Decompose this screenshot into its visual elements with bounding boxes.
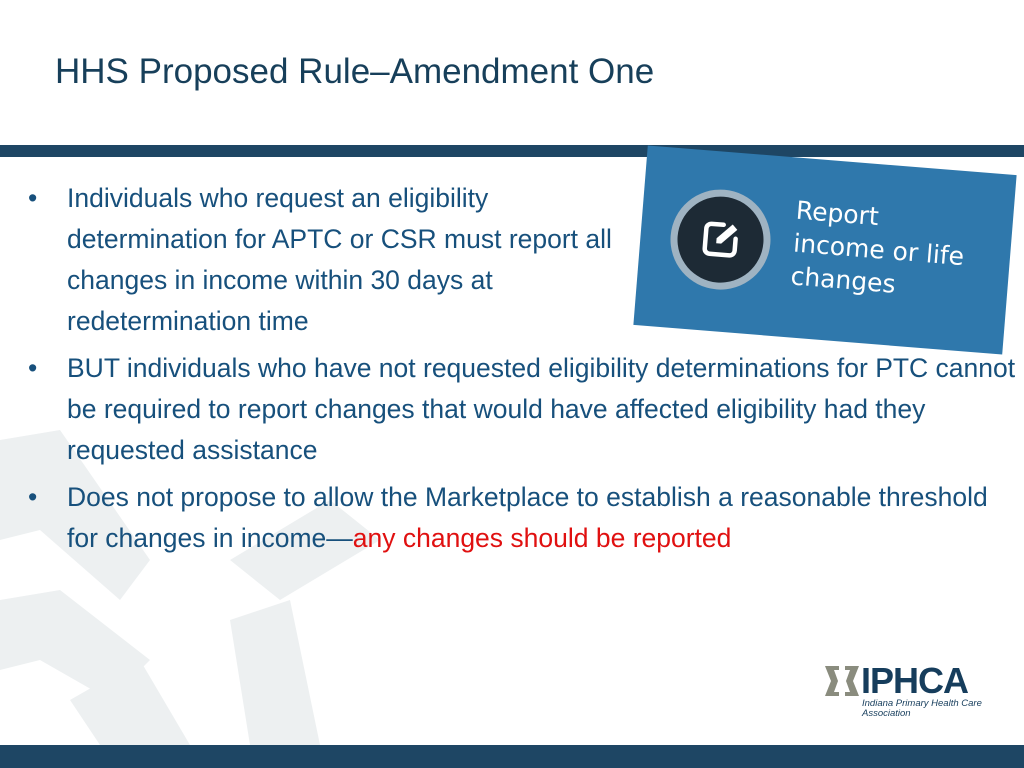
bullet-item xyxy=(26,348,1016,471)
card-label-line: income or life xyxy=(792,228,966,272)
title-divider xyxy=(0,145,1024,157)
bullet-marker: • xyxy=(28,183,38,213)
card-label-line: changes xyxy=(789,261,897,299)
bullet-text: Does not propose to allow the Marketplace to establish a reasonable threshold for changes in income— xyxy=(67,482,988,553)
bullet-highlight: any changes should be reported xyxy=(352,523,732,553)
bullet-text: Individuals who request an eligibility determination for APTC or CSR must report all changes in income within 30 days at redetermination time xyxy=(67,183,612,336)
bullet-item xyxy=(26,178,627,342)
bullet-marker: • xyxy=(28,482,38,512)
bullet-text: BUT individuals who have not requested eligibility determinations for PTC cannot be required to report changes that would have affected eligibility had they requested assistance xyxy=(67,353,1016,465)
logo-wordmark: IPHCA xyxy=(861,660,969,701)
slide-title: HHS Proposed Rule–Amendment One xyxy=(55,52,655,91)
iphca-logo xyxy=(825,660,1005,720)
logo-subtitle: Indiana Primary Health Care Association xyxy=(862,698,982,719)
bullet-list xyxy=(26,178,1016,559)
logo-mark-icon xyxy=(825,666,859,696)
card-label-line: Report xyxy=(794,195,880,232)
footer-bar xyxy=(0,745,1024,768)
bullet-item xyxy=(26,477,1016,559)
bullet-marker: • xyxy=(28,353,38,383)
